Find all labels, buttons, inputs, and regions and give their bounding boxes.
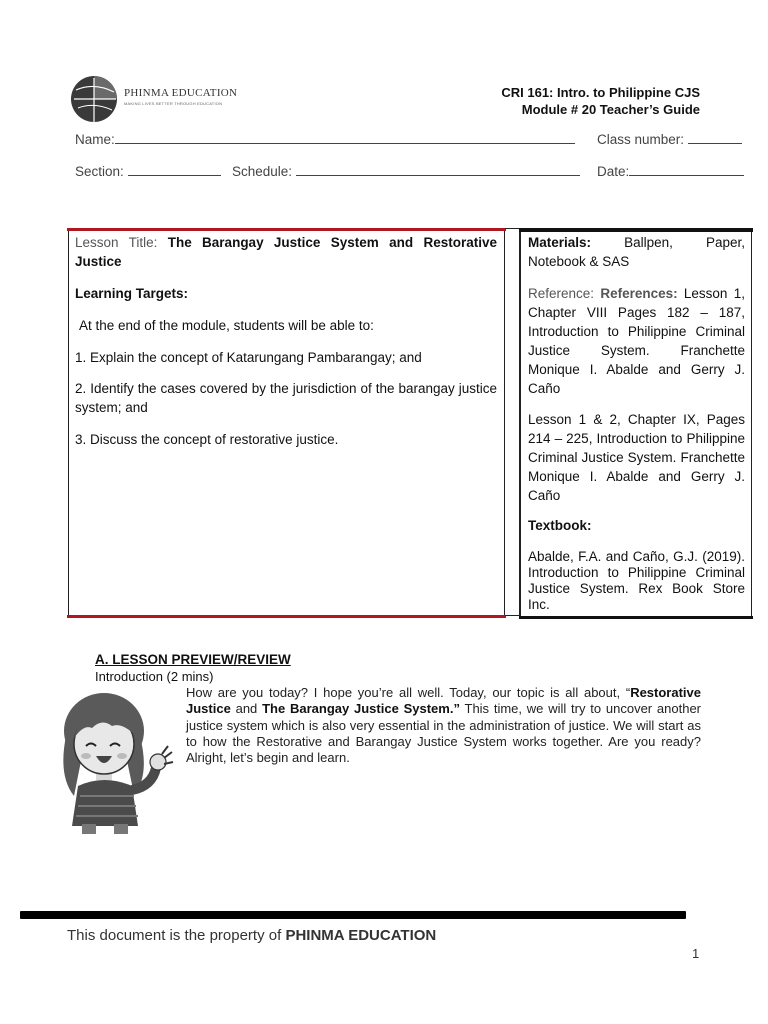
footer-owner: PHINMA EDUCATION [285,927,437,944]
footer-prefix: This document is the property of [67,927,286,944]
materials [528,233,745,271]
reference-2: Lesson 1 & 2, Chapter IX, Pages 214 – 225, Introduction to Philippine Criminal Justice System. Franchette Monique I. Abalde and Gerry J. Caño [528,412,745,503]
logo-brand: PHINMA EDUCATION [124,87,238,99]
intro-bold-1: Restorative Justice [186,685,701,717]
lesson-title [75,233,497,271]
intro-text-2: and [230,701,263,717]
intro-text-1: How are you today? I hope you’re all well. Today, our topic is all about, “ [186,685,631,700]
class-number-field[interactable] [688,132,742,144]
textbook-label: Textbook: [528,518,592,533]
reference-label: Reference: [528,286,595,301]
learning-targets-label: Learning Targets: [75,286,189,301]
lesson-box-top-border [67,228,506,231]
date-field[interactable] [629,164,744,176]
name-field[interactable] [115,132,575,144]
name-label: Name: [75,132,115,147]
reference-1 [528,284,745,398]
targets-intro: At the end of the module, students will be able to: [79,318,374,333]
schedule-field[interactable] [296,164,580,176]
target-2: 2. Identify the cases covered by the jurisdiction of the barangay justice system; and [75,381,497,415]
target-1: 1. Explain the concept of Katarungang Pambarangay; and [75,350,422,365]
class-number-label: Class number: [597,132,685,147]
intro-label: Introduction (2 mins) [95,669,214,684]
intro-paragraph [186,685,701,766]
logo-tagline: MAKING LIVES BETTER THROUGH EDUCATION [124,101,223,106]
phinma-emblem-icon [70,72,118,124]
course-title: CRI 161: Intro. to Philippine CJS [501,85,700,100]
intro-bold-2: The Barangay Justice System.” [262,701,460,717]
textbook-citation: Abalde, F.A. and Caño, G.J. (2019). Introduction to Philippine Criminal Justice System. Rex Book Store Inc. [528,549,745,612]
table-spacer-column [505,228,520,616]
lesson-box-bottom-border [67,615,506,618]
section-heading: A. LESSON PREVIEW/REVIEW [95,652,291,667]
materials-label: Materials: [528,235,592,250]
page-number: 1 [692,946,700,961]
references-label: References: [600,286,678,301]
learning-targets-heading [75,284,497,303]
materials-box-top-border [519,228,753,232]
footer-text [67,927,436,944]
materials-value: Ballpen, Paper, Notebook & SAS [528,235,745,269]
schedule-row [232,164,580,179]
phinma-logo [70,72,240,124]
textbook-heading [528,516,745,535]
materials-box-bottom-border [519,616,753,619]
course-header [501,84,700,118]
schedule-label: Schedule: [232,164,293,179]
section-row [75,164,221,179]
footer-divider [20,911,686,919]
module-title: Module # 20 Teacher’s Guide [521,102,700,117]
intro-text-3: This time, we will try to uncover another justice system which is also very essential in the administration of justice. We will start as to how the Restorative and Barangay Justice System works together. Are you ready? Alright, let’s begin and learn. [186,701,702,766]
section-label: Section: [75,164,124,179]
lesson-title-text: The Barangay Justice System and Restorative Justice [75,235,497,269]
lesson-title-label: Lesson Title: [75,235,158,250]
target-3: 3. Discuss the concept of restorative justice. [75,432,339,447]
class-number-row [597,132,742,147]
section-field[interactable] [128,164,221,176]
name-row [75,132,575,147]
date-label: Date: [597,164,630,179]
reference-1-text: Lesson 1, Chapter VIII Pages 182 – 187, Introduction to Philippine Criminal Justice System. Franchette Monique I. Abalde and Gerry J. Caño [528,286,745,396]
girl-waving-illustration [52,686,180,836]
date-row [597,164,744,179]
